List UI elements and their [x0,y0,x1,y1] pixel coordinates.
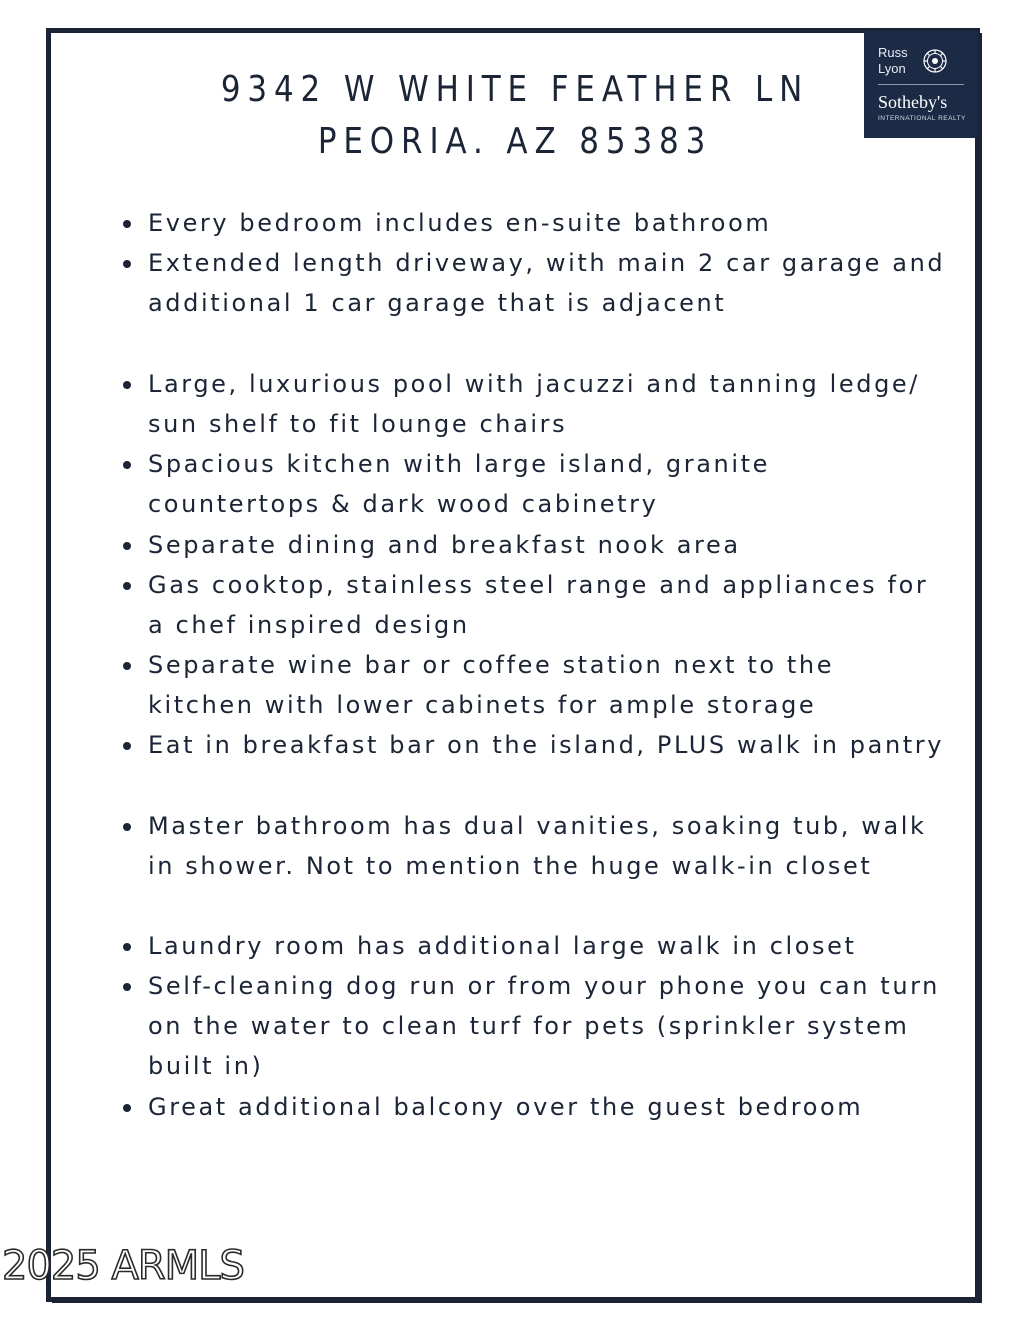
logo-brand: Sotheby's [878,92,948,112]
feature-item: Every bedroom includes en-suite bathroom [148,203,948,243]
feature-item: Extended length driveway, with main 2 car garage and additional 1 car garage that is adjacent [148,243,948,323]
listing-address-title [124,64,907,168]
logo-subtitle: INTERNATIONAL REALTY [878,115,966,122]
feature-item: Large, luxurious pool with jacuzzi and tanning ledge/ sun shelf to fit lounge chairs [148,364,948,444]
feature-item: Separate dining and breakfast nook area [148,525,948,565]
feature-item: Master bathroom has dual vanities, soaking tub, walk in shower. Not to mention the huge walk-in closet [148,806,948,886]
feature-item: Eat in breakfast bar on the island, PLUS walk in pantry [148,725,948,765]
logo-line-russ: Russ [878,45,908,60]
brokerage-logo [864,31,978,138]
address-city: PEORIA. AZ 85383 [317,121,713,162]
logo-divider [878,84,964,85]
feature-item: Laundry room has additional large walk in closet [148,926,948,966]
rosette-emblem-icon [923,49,947,73]
feature-item: Great additional balcony over the guest bedroom [148,1087,948,1127]
feature-item: Spacious kitchen with large island, granite countertops & dark wood cabinetry [148,444,948,524]
copyright-watermark: 2025 ARMLS [2,1243,244,1289]
feature-item: Separate wine bar or coffee station next to the kitchen with lower cabinets for ample storage [148,645,948,725]
feature-item: Self-cleaning dog run or from your phone you can turn on the water to clean turf for pets (sprinkler system built in) [148,966,948,1087]
address-street: 9342 W WHITE FEATHER LN [220,69,810,110]
logo-line-lyon: Lyon [878,61,906,76]
logo-name-block [878,45,908,77]
feature-item: Gas cooktop, stainless steel range and appliances for a chef inspired design [148,565,948,645]
